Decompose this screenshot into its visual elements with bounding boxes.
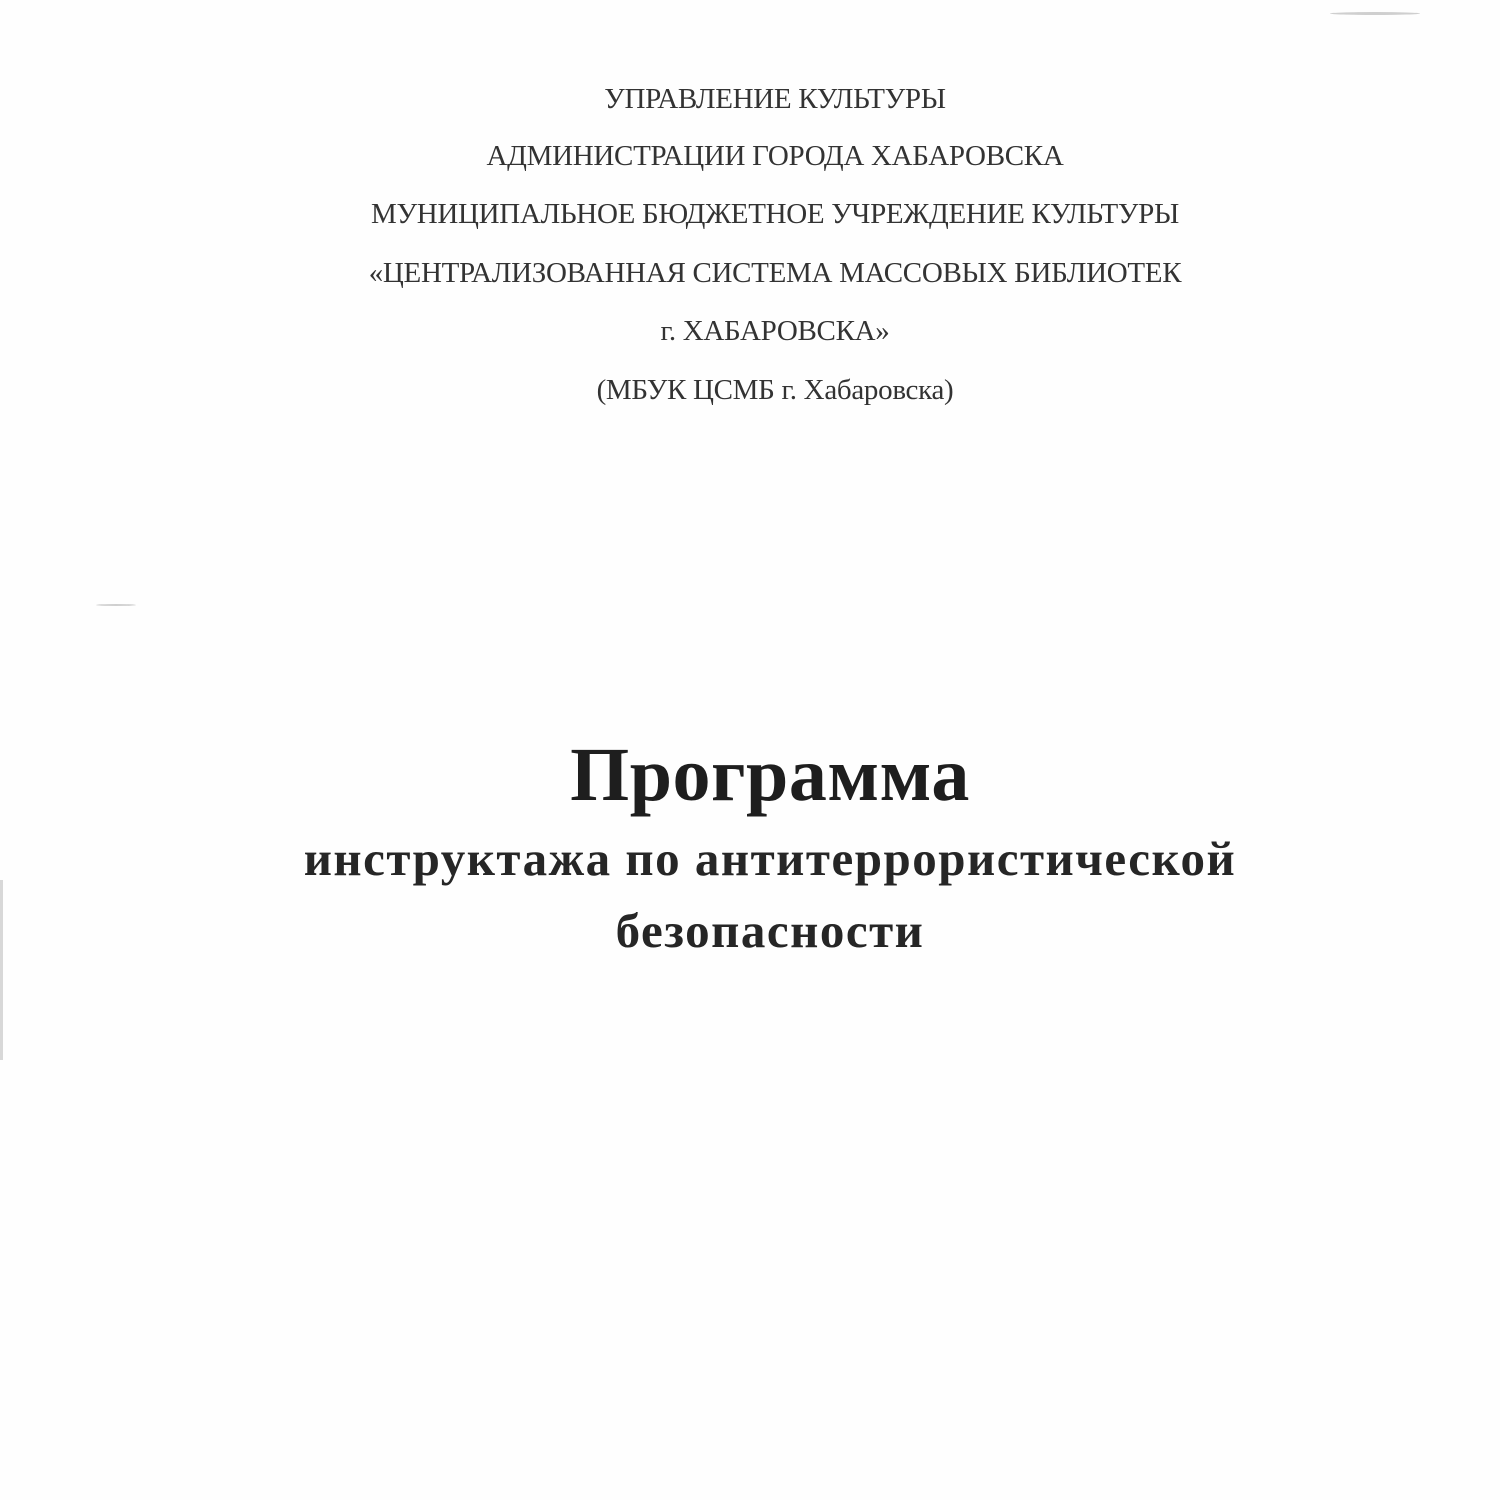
header-organization-line-3: МУНИЦИПАЛЬНОЕ БЮДЖЕТНОЕ УЧРЕЖДЕНИЕ КУЛЬТУРЫ (371, 198, 1179, 230)
scan-speck (96, 604, 136, 606)
header-organization-line-5: г. ХАБАРОВСКА» (660, 315, 890, 347)
document-subtitle-line-2: безопасности (615, 903, 925, 958)
header-organization-line-1: УПРАВЛЕНИЕ КУЛЬТУРЫ (604, 83, 946, 115)
document-subtitle-line-1: инструктажа по антитеррористической (303, 831, 1237, 886)
header-organization-abbreviation: (МБУК ЦСМБ г. Хабаровска) (596, 374, 954, 406)
document-title: Программа (570, 733, 970, 817)
header-organization-line-2: АДМИНИСТРАЦИИ ГОРОДА ХАБАРОВСКА (486, 140, 1064, 172)
scan-speck (1330, 12, 1420, 15)
header-organization-line-4: «ЦЕНТРАЛИЗОВАННАЯ СИСТЕМА МАССОВЫХ БИБЛИОТЕК (368, 257, 1182, 289)
